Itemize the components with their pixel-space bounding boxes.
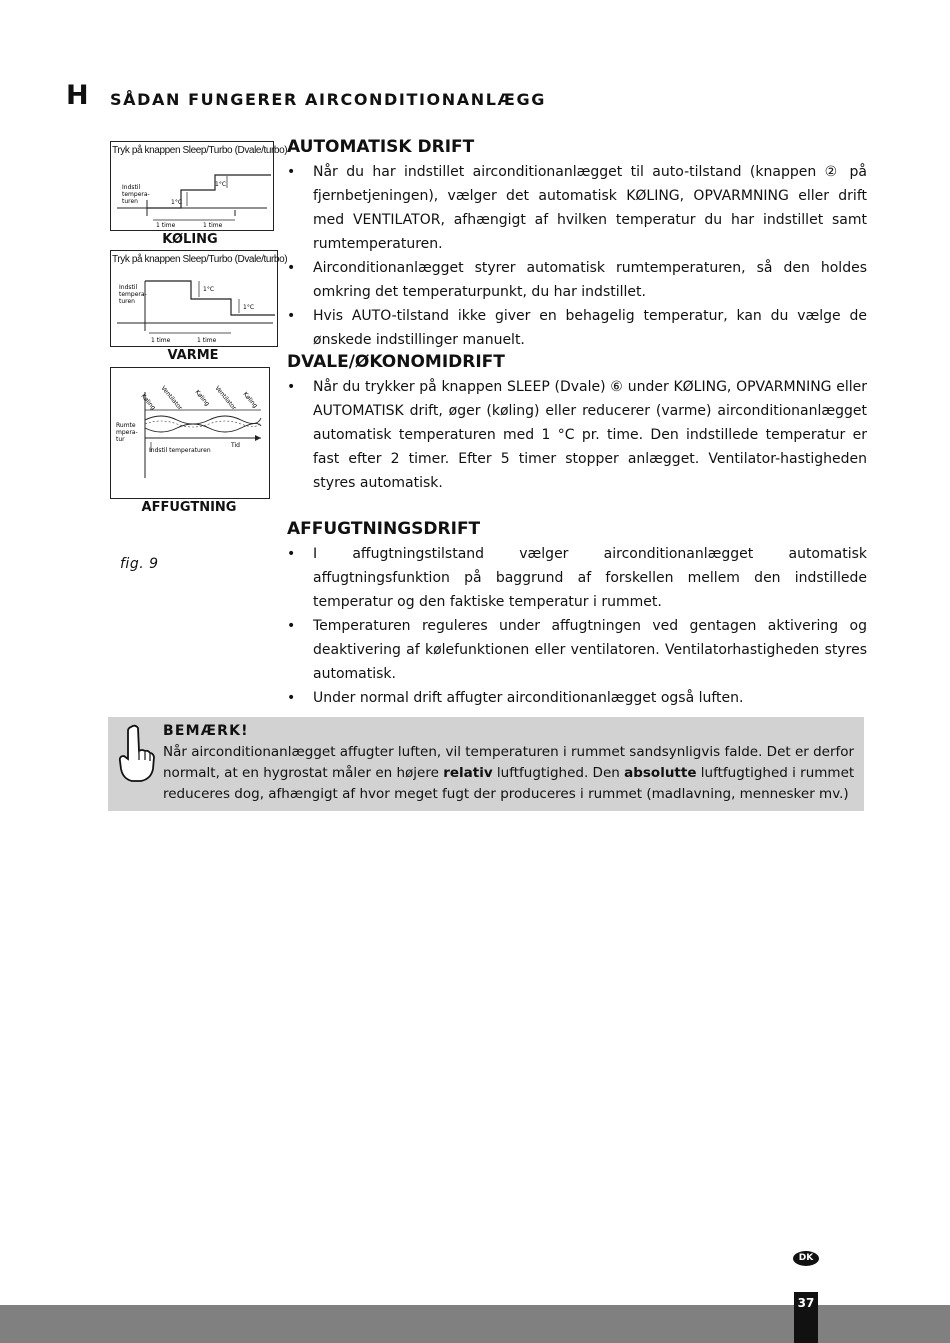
section-heading-automatic: AUTOMATISK DRIFT — [287, 137, 475, 157]
list-item: • Hvis AUTO-tilstand ikke giver en behagelig temperatur, kan du vælge de ønskede indstillinger manuelt. — [287, 308, 867, 348]
dehumid-set-temp-label: Indstil temperaturen — [149, 447, 211, 454]
pointing-hand-icon — [114, 723, 156, 785]
list-item: • Temperaturen reguleres under affugtningen ved gentagen aktivering og deaktivering af kølefunktionen eller ventilatoren. Ventilatorhastigheden styres automatisk. — [287, 618, 867, 682]
figure-dehumidification — [110, 367, 270, 499]
heating-step-label-2: 1°C — [243, 304, 255, 311]
list-item: • Under normal drift affugter airconditionanlægget også luften. — [287, 690, 744, 706]
heating-ylabel-3: turen — [119, 298, 135, 305]
figure-caption-dehumidification: AFFUGTNING — [141, 500, 237, 515]
list-item: • I affugtningstilstand vælger airconditionanlægget automatisk affugtningsfunktion på baggrund af forskellen mellem den indstillede temperatur og den faktiske temperatur i rummet. — [287, 546, 867, 610]
cooling-hour-label-1: 1 time — [156, 222, 176, 229]
cooling-ylabel-1: Indstil — [122, 184, 141, 191]
note-text: Når airconditionanlægget affugter luften, vil temperaturen i rummet sandsynligvis falde. Det er derfor normalt, at en hygrostat måler en højere relativ luftfugtighed. Den absolutte luftfugtighed i rummet reduceres dog, afhængigt af hvor meget fugt der produceres i rummet (madlavning, mennesker mv.) — [163, 744, 855, 802]
figure-title: Tryk på knappen Sleep/Turbo (Dvale/turbo) — [112, 254, 288, 265]
section-heading-dehumidification: AFFUGTNINGSDRIFT — [287, 519, 481, 539]
heating-hour-label-1: 1 time — [151, 337, 171, 344]
heating-ylabel-2: tempera- — [119, 291, 147, 298]
page-number: 37 — [794, 1292, 818, 1343]
note-box — [108, 717, 864, 811]
list-item: • Når du trykker på knappen SLEEP (Dvale) ⑥ under KØLING, OPVARMNING eller AUTOMATISK drift, øger (køling) eller reducerer (varme) airconditionanlægget automatisk temperaturen med 1 °C pr. time. Den indstillede temperatur er fast efter 2 timer. Efter 5 timer stopper anlægget. Ventilator-hastigheden styres automatisk. — [287, 379, 867, 491]
figure-caption-cooling: KØLING — [162, 232, 218, 247]
section-heading-sleep: DVALE/ØKONOMIDRIFT — [287, 352, 505, 372]
language-badge: DK — [793, 1251, 819, 1266]
heating-step-label-1: 1°C — [203, 286, 215, 293]
figure-title: Tryk på knappen Sleep/Turbo (Dvale/turbo) — [112, 145, 288, 156]
figure-cooling — [110, 141, 288, 231]
list-item: • Airconditionanlægget styrer automatisk rumtemperaturen, så den holdes omkring det temperaturpunkt, du har indstillet. — [287, 260, 867, 300]
dehumid-mode-label-5: Køling — [241, 390, 259, 410]
cooling-graph — [111, 142, 273, 230]
bullet-list-dehumidification — [287, 542, 867, 710]
cooling-hour-label-2: 1 time — [203, 222, 223, 229]
dehumid-time-label: Tid — [231, 442, 240, 449]
dehumid-ylabel-3: tur — [116, 436, 125, 443]
bullet-list-sleep — [287, 375, 867, 495]
dehumid-mode-label-2: Ventilator — [159, 384, 184, 412]
dehumid-mode-label-1: Køling — [139, 392, 157, 412]
heating-hour-label-2: 1 time — [197, 337, 217, 344]
figure-caption-heating: VARME — [167, 348, 219, 363]
cooling-step-label-1: 1°C — [171, 199, 183, 206]
cooling-step-label-2: 1°C — [215, 181, 227, 188]
figure-label: fig. 9 — [120, 556, 159, 572]
bullet-list-automatic — [287, 160, 867, 352]
cooling-ylabel-2: tempera- — [122, 191, 150, 198]
dehumid-ylabel-2: mpera- — [116, 429, 138, 436]
section-letter: H — [66, 80, 89, 111]
cooling-ylabel-3: turen — [122, 198, 138, 205]
dehumidification-graph — [111, 368, 269, 498]
note-title: BEMÆRK! — [163, 723, 249, 739]
dehumid-mode-label-3: Køling — [193, 388, 211, 408]
list-item: • Når du har indstillet airconditionanlægget til auto-tilstand (knappen ② på fjernbetjeningen), vælger det automatisk KØLING, OPVARMNING eller drift med VENTILATOR, afhængigt af hvilken temperatur du har indstillet samt rumtemperaturen. — [287, 164, 867, 252]
dehumid-ylabel-1: Rumte — [116, 422, 136, 429]
heating-ylabel-1: Indstil — [119, 284, 138, 291]
heating-graph — [111, 251, 277, 346]
page-title: SÅDAN FUNGERER AIRCONDITIONANLÆGG — [110, 90, 546, 109]
figure-heating — [110, 250, 288, 347]
dehumid-mode-label-4: Ventilator — [213, 384, 238, 412]
